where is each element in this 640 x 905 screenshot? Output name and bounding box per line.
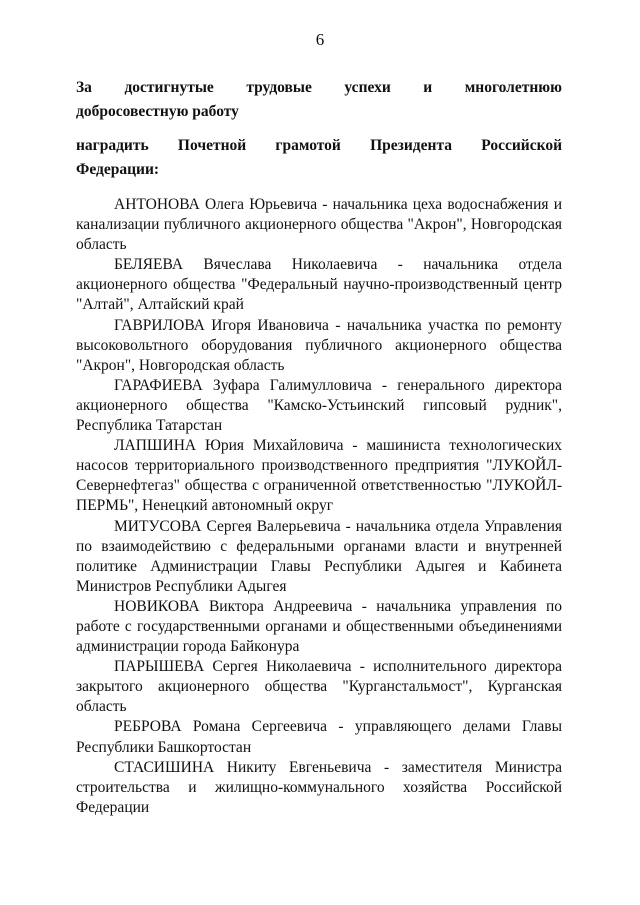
page-number: 6 xyxy=(315,30,325,49)
recipient-entry: ГАВРИЛОВА Игоря Ивановича - начальника участка по ремонту высоковольтного оборудования публичного акционерного общества "Акрон", Новгородская область xyxy=(76,316,562,374)
preamble-line-2: добросовестную работу xyxy=(76,103,239,120)
recipient-entry: ПАРЫШЕВА Сергея Николаевича - исполнительного директора закрытого акционерного общества "Курганстальмост", Курганская область xyxy=(76,658,562,716)
recipient-list xyxy=(76,195,562,818)
award-heading xyxy=(76,134,562,182)
recipient-entry: АНТОНОВА Олега Юрьевича - начальника цеха водоснабжения и канализации публичного акционерного общества "Акрон", Новгородская область xyxy=(76,196,562,254)
recipient-entry: РЕБРОВА Романа Сергеевича - управляющего делами Главы Республики Башкортостан xyxy=(76,718,562,756)
recipient-entry: МИТУСОВА Сергея Валерьевича - начальника отдела Управления по взаимодействию с федеральными органами власти и внутренней политике Администрации Главы Республики Адыгея и Кабинета Министров Республики Адыгея xyxy=(76,517,562,595)
recipient-entry: ЛАПШИНА Юрия Михайловича - машиниста технологических насосов территориального производственного предприятия "ЛУКОЙЛ-Севернефтегаз" общества с ограниченной ответственностью "ЛУКОЙЛ-ПЕРМЬ", Ненецкий автономный округ xyxy=(76,437,562,515)
recipient-entry: ГАРАФИЕВА Зуфара Галимулловича - генерального директора акционерного общества "Камско-Устьинский гипсовый рудник", Республика Татарстан xyxy=(76,376,562,435)
recipient-entry: НОВИКОВА Виктора Андреевича - начальника управления по работе с государственными органами и общественными объединениями администрации города Байконура xyxy=(76,597,562,656)
recipient-entry: БЕЛЯЕВА Вячеслава Николаевича - начальника отдела акционерного общества "Федеральный научно-производственный центр "Алтай", Алтайский край xyxy=(76,256,562,314)
recipient-entry: СТАСИШИНА Никиту Евгеньевича - заместителя Министра строительства и жилищно-коммунального хозяйства Российской Федерации xyxy=(76,758,562,816)
award-heading-line-1: наградить Почетной грамотой Президента Российской xyxy=(76,137,562,154)
preamble-line-1: За достигнутые трудовые успехи и многолетнюю xyxy=(76,79,562,96)
preamble xyxy=(76,76,562,124)
award-heading-line-2: Федерации: xyxy=(76,161,160,178)
